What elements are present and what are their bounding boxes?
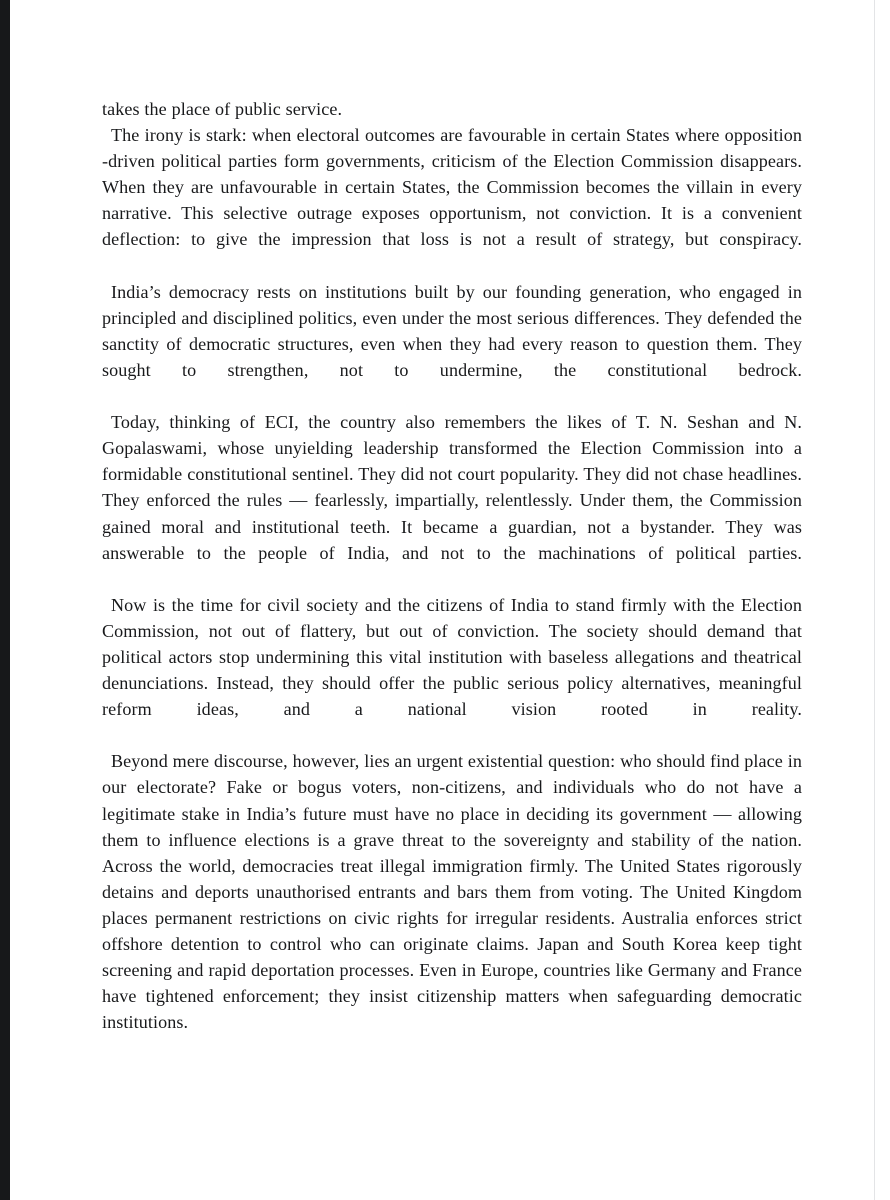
paragraph-civil-society: Now is the time for civil society and the citizens of India to stand firmly with the Election Commission, not out of flattery, but out of conviction. The society should demand that political actors stop undermining this vital institution with baseless allegations and theatrical denunciations. Instead, they should offer the public serious policy alternatives, meaningful reform ideas, and a national vision rooted in reality.: [102, 594, 802, 720]
paragraph-continuation: takes the place of public service.: [102, 99, 343, 119]
paragraph-irony: The irony is stark: when electoral outcomes are favourable in certain States where opposition -driven political parties form governments, criticism of the Election Commission disappears. When they are unfavourable in certain States, the Commission becomes the villain in every narrative. This selective outrage exposes opportunism, not conviction. It is a convenient deflection: to give the impression that loss is not a result of strategy, but conspiracy.: [102, 125, 802, 250]
page-sheet: [10, 0, 874, 1200]
paragraph-democracy: India’s democracy rests on institutions built by our founding generation, who engaged in principled and disciplined politics, even under the most serious differences. They defended the sanctity of democratic structures, even when they had every reason to question them. They sought to strengthen, not to undermine, the constitutional bedrock.: [102, 281, 802, 380]
page-boundary-rule-right: [874, 0, 875, 1200]
scan-edge-left: [0, 0, 10, 1200]
body-text-column: [102, 96, 802, 1061]
paragraph-electorate: Beyond mere discourse, however, lies an urgent existential question: who should find place in our electorate? Fake or bogus voters, non-citizens, and individuals who do not have a legitimate stake in India’s future must have no place in deciding its government — allowing them to influence elections is a grave threat to the sovereignty and stability of the nation. Across the world, democracies treat illegal immigration firmly. The United States rigorously detains and deports unauthorised entrants and bars them from voting. The United Kingdom places permanent restrictions on civic rights for irregular residents. Australia enforces strict offshore detention to control who can originate claims. Japan and South Korea keep tight screening and rapid deportation processes. Even in Europe, countries like Germany and France have tightened enforcement; they insist citizenship matters when safeguarding democratic institutions.: [102, 751, 802, 1033]
paragraph-eci-legacy: Today, thinking of ECI, the country also remembers the likes of T. N. Seshan and N. Gopalaswami, whose unyielding leadership transformed the Election Commission into a formidable constitutional sentinel. They did not court popularity. They did not chase headlines. They enforced the rules — fearlessly, impartially, relentlessly. Under them, the Commission gained moral and institutional teeth. It became a guardian, not a bystander. They was answerable to the people of India, and not to the machinations of political parties.: [102, 412, 802, 563]
